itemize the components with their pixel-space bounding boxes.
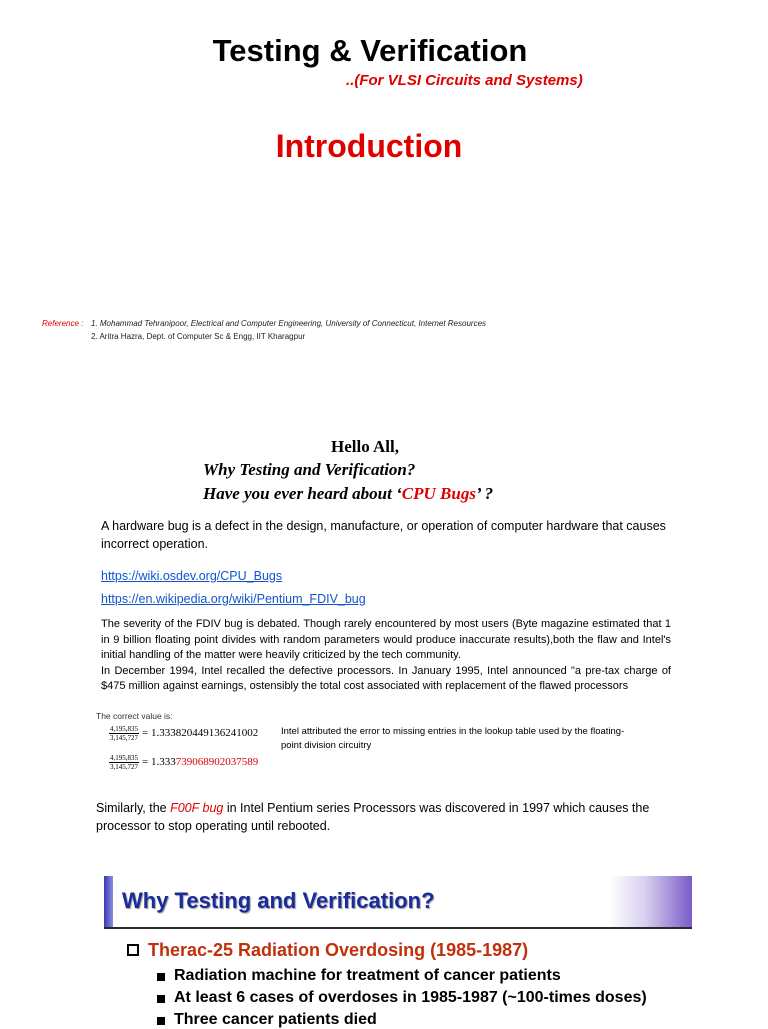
- equation-numerator: 4,195,835: [110, 725, 138, 733]
- heard-suffix: ’ ?: [475, 484, 494, 503]
- slide-bullet: Radiation machine for treatment of cancer patients: [174, 967, 561, 984]
- greeting-question: Why Testing and Verification?: [203, 460, 416, 479]
- equation-denominator: 3,145,727: [110, 734, 138, 742]
- equation-fraction: [109, 725, 139, 742]
- reference-item-1: 1. Mohammad Tehranipoor, Electrical and Computer Engineering, University of Connecticut, Internet Resources: [91, 319, 487, 328]
- correct-value-label: The correct value is:: [96, 711, 173, 721]
- hardware-bug-paragraph: A hardware bug is a defect in the design, manufacture, or operation of computer hardware that causes incorrect operation.: [101, 519, 666, 551]
- cpu-bugs-highlight: CPU Bugs: [401, 484, 476, 503]
- equation-value: = 1.333820449136241002: [142, 727, 259, 740]
- greeting-hello: Hello All,: [331, 437, 399, 456]
- slide-topic: [128, 940, 528, 961]
- banner-accent-bar: [104, 876, 113, 928]
- intel-note: Intel attributed the error to missing entries in the lookup table used by the floating-point division circuitry: [281, 726, 625, 751]
- equation-fraction: [109, 754, 139, 771]
- page-title: Testing & Verification: [212, 33, 528, 68]
- page-subtitle: ..(For VLSI Circuits and Systems): [346, 72, 583, 89]
- square-bullet-icon: [157, 973, 165, 981]
- f00f-paragraph: [96, 799, 686, 835]
- slide-topic-label: Therac-25 Radiation Overdosing (1985-1987): [148, 940, 529, 960]
- slide-bullet: At least 6 cases of overdoses in 1985-1987 (~100-times doses): [174, 989, 647, 1006]
- banner-underline: [104, 927, 692, 929]
- reference-item-2: 2. Aritra Hazra, Dept. of Computer Sc & Engg, IIT Kharagpur: [91, 332, 306, 341]
- f00f-bug-highlight: F00F bug: [170, 801, 224, 815]
- heard-prefix: Have you ever heard about ‘: [203, 484, 402, 503]
- flawed-equation: [109, 754, 258, 771]
- f00f-prefix: Similarly, the: [96, 801, 171, 815]
- correct-equation: [109, 725, 258, 742]
- slide-title: Why Testing and Verification?: [122, 888, 435, 913]
- section-heading: Introduction: [275, 128, 463, 164]
- cpu-bugs-link[interactable]: https://wiki.osdev.org/CPU_Bugs: [101, 569, 283, 583]
- equation-value-prefix: = 1.333: [142, 756, 176, 769]
- f00f-suffix: in Intel Pentium series Processors was discovered in 1997 which causes the processor to stop operating until rebooted.: [96, 801, 650, 833]
- reference-label: Reference :: [42, 319, 84, 328]
- fdiv-paragraph-2: In December 1994, Intel recalled the defective processors. In January 1995, Intel announced "a pre-tax charge of $475 million against earnings, ostensibly the total cost associated with replacement of the flawed processors: [101, 664, 671, 692]
- slide-bullet: Three cancer patients died: [174, 1011, 377, 1028]
- equation-denominator: 3,145,727: [110, 763, 138, 771]
- fdiv-bug-link[interactable]: https://en.wikipedia.org/wiki/Pentium_FDIV_bug: [101, 592, 366, 606]
- square-bullet-icon: [157, 995, 165, 1003]
- greeting-cpu-bugs: [203, 484, 493, 504]
- fdiv-paragraph: [101, 617, 671, 695]
- equation-wrong-digits: 739068902037589: [175, 756, 259, 769]
- fdiv-paragraph-1: The severity of the FDIV bug is debated. Though rarely encountered by most users (Byte magazine estimated that 1 in 9 billion floating point divides with random parameters would produce inaccurate results),both the flaw and Intel's initial handling of the matter were heavily criticized by the tech community.: [101, 618, 671, 661]
- equation-numerator: 4,195,835: [110, 754, 138, 762]
